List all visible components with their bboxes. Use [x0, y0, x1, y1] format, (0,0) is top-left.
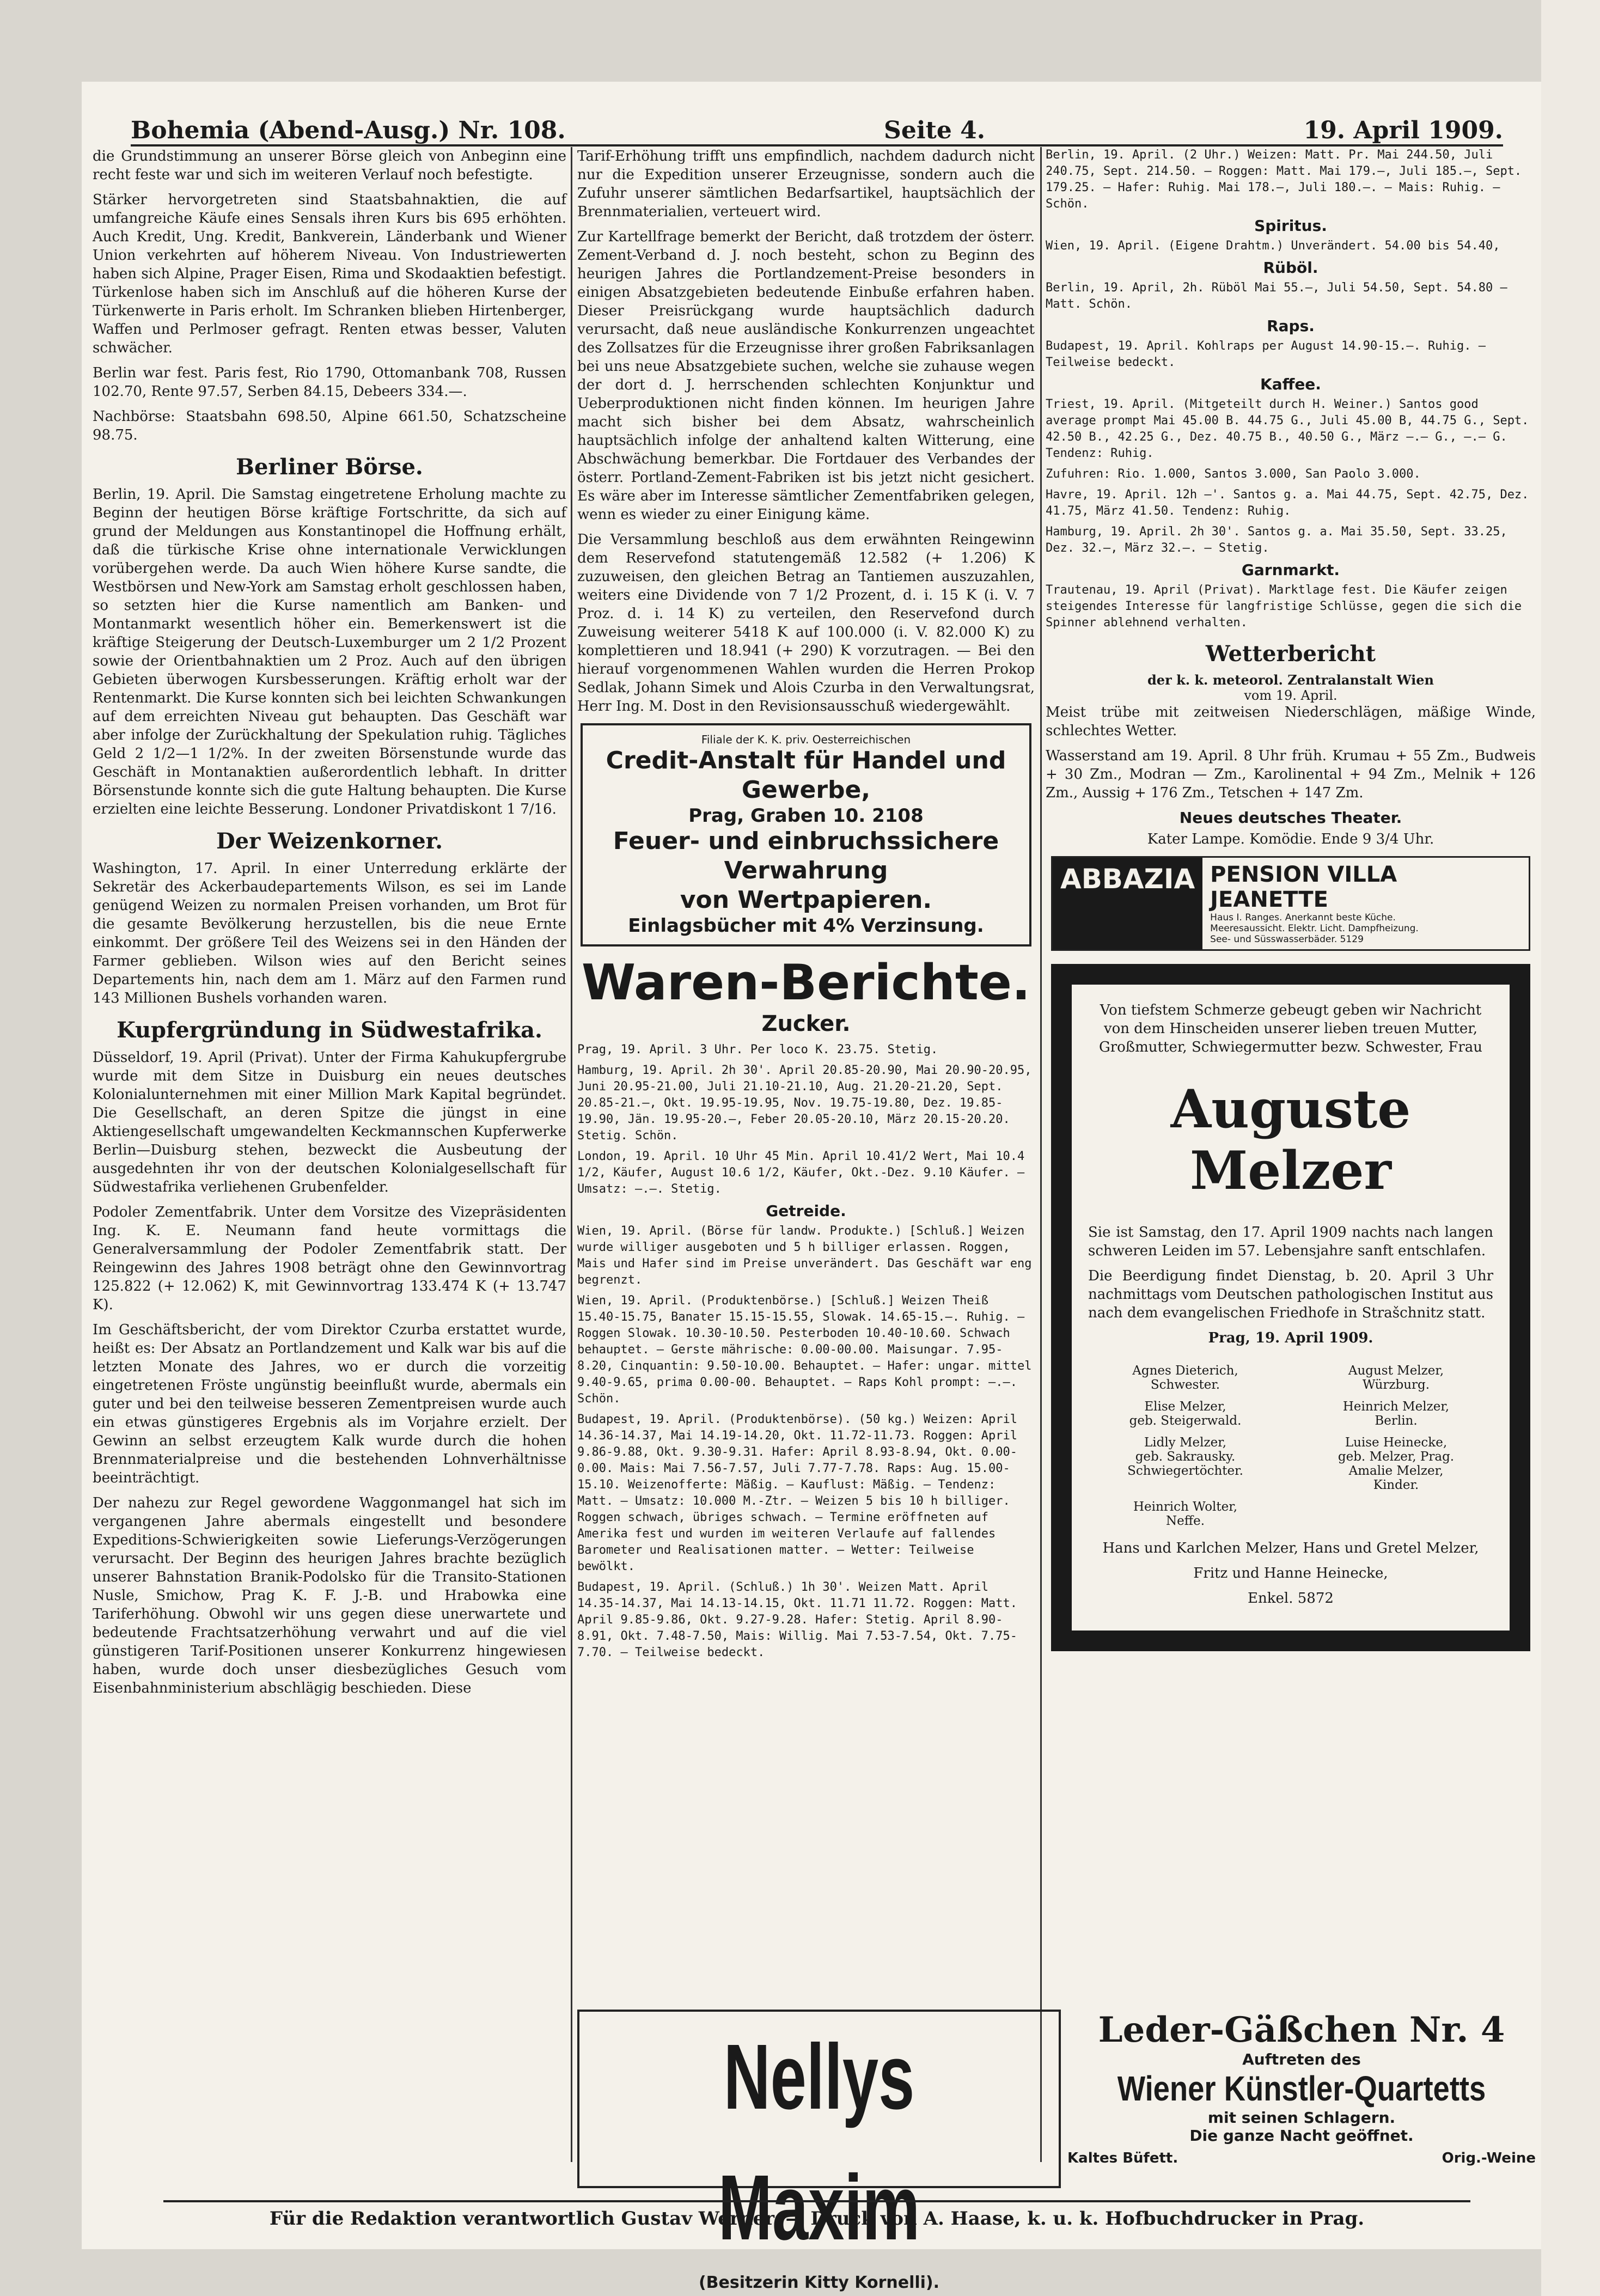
- heading-berliner-boerse: Berliner Börse.: [236, 454, 423, 480]
- getreide-title: Getreide.: [766, 1202, 846, 1220]
- article-text: Zur Kartellfrage bemerkt der Bericht, daß trotzdem der österr. Zement-Verband d. J. noch besteht, schon zu Beginn des heurigen Jahres die Portlandzement-Preise besonders in einigen Absatzgebieten bedeutende Einbuße erfahren haben. Dieser Preisrückgang wurde hauptsächlich dadurch verursacht, daß neue ausländische Konkurrenzen ungeachtet des Zollsatzes für die Erzeugnisse ihrer großen Fabriksanlagen bei uns neue Absatzgebiete suchen, welche sie zuhause wegen der dort d. J. herrschenden schlechten Konjunktur und Ueberproduktionen nicht finden können. Im heurigen Jahre macht sich bisher bei dem Absatz, wahrscheinlich hauptsächlich infolge der anhaltend kalten Witterung, eine Abschwächung bemerkbar. Die Fortdauer des Verbandes der österr. Portland-Zement-Fabriken ist bis jetzt nicht gesichert. Es wäre aber im Interesse sämtlicher Zementfabriken gelegen, wenn es wieder zu einer Einigung käme.: [577, 229, 1035, 523]
- market-report: Trautenau, 19. April (Privat). Marktlage fest. Die Käufer zeigen steigendes Interesse für langfristige Schlüsse, gegen die sich die Spinner ablehnend verhalten.: [1046, 583, 1522, 630]
- ad-address: Prag, Graben 10. 2108: [688, 805, 924, 827]
- column-2: [577, 147, 1035, 1665]
- leder-title: Leder-Gäßchen Nr. 4: [1098, 2010, 1505, 2050]
- wasserstand-text: Wasserstand am 19. April. 8 Uhr früh. Krumau + 55 Zm., Budweis + 30 Zm., Modran — Zm., Karolinental + 94 Zm., Melnik + 126 Zm., Aussig + 176 Zm., Tetschen + 147 Zm.: [1046, 748, 1536, 801]
- article-text: Im Geschäftsbericht, der vom Direktor Czurba erstattet wurde, heißt es: Der Absatz an Portlandzement und Kalk war bis auf die letzten Monate des Jahres, wo er durch die vorzeitig eingetretenen Fröste ungünstig beeinflußt wurde, abermals ein guter und bei den teilweise besseren Zementpreisen wurde auch ein etwas günstigeres Ergebnis als im Vorjahre erzielt. Der Gewinn an selbst erzeugtem Kalk wurde durch die hohen Brennmaterialpreise und die bestehenden Lohnverhältnisse beeinträchtigt.: [93, 1322, 566, 1486]
- kaffee-title: Kaffee.: [1260, 375, 1321, 393]
- garnmarkt-title: Garnmarkt.: [1241, 561, 1340, 579]
- market-report: London, 19. April. 10 Uhr 45 Min. April 10.41/2 Wert, Mai 10.4 1/2, Käufer, August 10.6 1/2, Käufer, Okt.-Dez. 9.10 Käufer. — Umsatz: —.—. Stetig.: [577, 1150, 1025, 1196]
- waren-berichte-title: Waren-Berichte.: [581, 954, 1031, 1011]
- abbazia-line: See- und Süsswasserbäder.: [1210, 934, 1338, 945]
- family-member: August Melzer, Würzburg.: [1348, 1364, 1444, 1392]
- article-text: Stärker hervorgetreten sind Staatsbahnaktien, die auf umfangreiche Käufe eines Sensals ihren Kurs bis 695 erhöhten. Auch Kredit, Ung. Kredit, Bankverein, Länderbank und Wiener Union verkehrten auf höherem Niveau. Von Industriewerten haben sich Alpine, Prager Eisen, Rima und Skodaaktien befestigt. Türkenlose haben sich im Anschluß auf die höheren Kurse der Türkenwerte in Paris erholt. Im Schranken blieben Hirtenberger, Waffen und Perlmoser gefragt. Renten etwas besser, Valuten schwächer.: [93, 192, 566, 356]
- market-report: Triest, 19. April. (Mitgeteilt durch H. Weiner.) Santos good average prompt Mai 45.00 B. 44.75 G., Juli 45.00 B, 44.75 G., Sept. 42.50 B., 42.25 G., Dez. 40.75 B., 40.50 G., März —.— G., —.— G. Tendenz: Ruhig.: [1046, 398, 1529, 460]
- leder-gaesschen-ad: [1067, 2010, 1536, 2184]
- leder-quartett: Wiener Künstler-Quartetts: [1117, 2069, 1486, 2108]
- leder-right: Orig.-Weine: [1442, 2150, 1536, 2166]
- family-member: Heinrich Wolter, Neffe.: [1133, 1500, 1238, 1528]
- newspaper-page: [82, 82, 1541, 2292]
- leder-left: Kaltes Büfett.: [1067, 2150, 1178, 2166]
- article-text: die Grundstimmung an unserer Börse gleich von Anbeginn eine recht feste war und sich im weiteren Verlauf noch befestigte.: [93, 148, 566, 183]
- market-report: Havre, 19. April. 12h —'. Santos g. a. Mai 44.75, Sept. 42.75, Dez. 41.75, März 41.50. Tendenz: Ruhig.: [1046, 488, 1529, 518]
- market-report: Wien, 19. April. (Börse für landw. Produkte.) [Schluß.] Weizen wurde williger ausgeboten und 5 h billiger erlassen. Roggen, Mais und Hafer sind im Preise unverändert. Das Geschäft war eng begrenzt.: [577, 1224, 1032, 1287]
- masthead: [131, 101, 1503, 146]
- ad-tel: 2108: [872, 805, 924, 827]
- market-report: Prag, 19. April. 3 Uhr. Per loco K. 23.75. Stetig.: [577, 1043, 938, 1057]
- market-report: Zufuhren: Rio. 1.000, Santos 3.000, San Paolo 3.000.: [1046, 467, 1421, 481]
- column-rule: [1040, 147, 1042, 2162]
- rueboel-title: Rüböl.: [1263, 259, 1318, 277]
- obituary-name: Auguste Melzer: [1170, 1078, 1411, 1201]
- article-text: Der nahezu zur Regel gewordene Waggonmangel hat sich im vergangenen Jahre abermals eingestellt und besondere Expeditions-Schwierigkeiten sowie Lieferungs-Verzögerungen verursacht. Der Beginn des heurigen Jahres brachte bezüglich unserer Bahnstation Branik-Podolsko für die Transito-Stationen Nusle, Smichow, Prag K. F. J.-B. und Hrabowka eine Tariferhöhung. Obwohl wir uns gegen diese unerwartete und bedeutende Frachtsatzerhöhung verwahrt und auf die viel günstigeren Tarif-Positionen unserer Konkurrenz hingewiesen haben, wurde doch unser diesbezügliches Gesuch vom Eisenbahnministerium abschlägig beschieden. Diese: [93, 1495, 566, 1696]
- obituary-num: 5872: [1297, 1590, 1334, 1607]
- market-report: Wien, 19. April. (Produktenbörse.) [Schluß.] Weizen Theiß 15.40-15.75, Banater 15.15-15.55, Slowak. 14.65-15.—. Ruhig. — Roggen Slowak. 10.30-10.50. Pesterboden 10.40-10.60. Schwach behauptet. — Gerste mährische: 0.00-00.00. Maisungar. 7.95-8.20, Cinquantin: 9.50-10.00. Behauptet. — Hafer: ungar. mittel 9.40-9.65, prima 0.00-00. Behauptet. — Raps Kohl prompt: —.—. Schön.: [577, 1294, 1032, 1406]
- heading-kupfergruendung: Kupfergründung in Südwestafrika.: [117, 1017, 542, 1043]
- market-report: Hamburg, 19. April. 2h 30'. Santos g. a. Mai 35.50, Sept. 33.25, Dez. 32.—, März 32.—. — Stetig.: [1046, 525, 1507, 555]
- masthead-left: Bohemia (Abend-Ausg.) Nr. 108.: [131, 117, 566, 144]
- raps-title: Raps.: [1267, 317, 1315, 335]
- market-report: Budapest, 19. April. (Produktenbörse). (50 kg.) Weizen: April 14.36-14.37, Mai 14.19-14.20, Okt. 11.72-11.73. Roggen: April 9.86-9.88, Okt. 9.30-9.31. Hafer: April 8.93-8.94, Okt. 0.00-0.00. Mais: Mai 7.56-7.57, Juli 7.77-7.78. Raps: Aug. 15.00-15.10. Weizenofferte: Mäßig. — Kauflust: Mäßig. — Tendenz: Matt. — Umsatz: 10.000 M.-Ztr. — Weizen 5 bis 10 h billiger. Roggen schwach, übriges schwach. — Termine eröffneten auf Amerika fest und wurden im weiteren Verlaufe auf fallendes Barometer und Realisationen matter. — Wetter: Teilweise bewölkt.: [577, 1413, 1017, 1573]
- obituary-text: Sie ist Samstag, den 17. April 1909 nachts nach langen schweren Leiden im 57. Lebensjahre sanft entschlafen.: [1088, 1224, 1493, 1259]
- theater-title: Neues deutsches Theater.: [1179, 809, 1402, 827]
- leder-line: Die ganze Nacht geöffnet.: [1189, 2127, 1414, 2145]
- ad-line: Einlagsbücher mit 4% Verzinsung.: [628, 915, 984, 937]
- family-member: Elise Melzer, geb. Steigerwald.: [1129, 1400, 1242, 1428]
- obituary-foot: Fritz und Hanne Heinecke,: [1193, 1565, 1388, 1581]
- abbazia-line: Haus I. Ranges. Anerkannt beste Küche.: [1210, 912, 1396, 923]
- market-report: Berlin, 19. April. (2 Uhr.) Weizen: Matt. Pr. Mai 244.50, Juli 240.75, Sept. 214.50. — Roggen: Matt. Mai 179.—, Juli 185.—, Sept. 179.25. — Hafer: Ruhig. Mai 178.—, Juli 180.—. — Mais: Ruhig. — Schön.: [1046, 148, 1522, 211]
- article-text: Düsseldorf, 19. April (Privat). Unter der Firma Kahukupfergrube wurde mit dem Sitze in Duisburg ein neues deutsches Kolonialunternehmen mit einer Million Mark Kapital begründet. Die Gesellschaft, an deren Spitze die jüngst in eine Aktiengesellschaft umgewandelten Keckmannschen Kupferwerke Berlin—Duisburg stehen, bezweckt die Ausbeutung der ausgedehnten ihr von der deutschen Kolonialgesellschaft für Südwestafrika verliehenen Grubenfelder.: [93, 1049, 566, 1195]
- zucker-title: Zucker.: [761, 1011, 851, 1036]
- market-report: Budapest, 19. April. (Schluß.) 1h 30'. Weizen Matt. April 14.35-14.37, Mai 14.13-14.15, Okt. 11.71 11.72. Roggen: Matt. April 9.85-9.86, Okt. 9.27-9.28. Hafer: Stetig. April 8.90-8.91, Okt. 7.48-7.50, Mais: Willig. Mai 7.53-7.54, Okt. 7.75-7.70. — Teilweise bedeckt.: [577, 1580, 1017, 1659]
- obituary-text: Die Beerdigung findet Dienstag, b. 20. April 3 Uhr nachmittags vom Deutschen pathologischen Institut aus nach dem evangelischen Friedhofe in Strašchnitz statt.: [1088, 1268, 1493, 1321]
- ad-line: Filiale der K. K. priv. Oesterreichischen: [701, 733, 911, 746]
- family-member: Heinrich Melzer, Berlin.: [1342, 1400, 1450, 1428]
- obituary-place: Prag, 19. April 1909.: [1208, 1330, 1373, 1346]
- nellys-maxim-ad: [577, 2010, 1061, 2292]
- obituary-notice: [1051, 964, 1530, 1651]
- abbazia-num: 5129: [1340, 934, 1364, 945]
- ad-line: von Wertpapieren.: [680, 886, 932, 914]
- ad-line: Feuer- und einbruchssichere Verwahrung: [613, 827, 999, 884]
- market-report: Hamburg, 19. April. 2h 30'. April 20.85-20.90, Mai 20.90-20.95, Juni 20.95-21.00, Juli 21.10-21.10, Aug. 21.20-21.20, Sept. 20.85-21.—, Okt. 19.95-19.95, Nov. 19.75-19.80, Dez. 19.85-19.90, Jän. 19.95-20.—, Feber 20.05-20.10, März 20.15-20.20. Stetig. Schön.: [577, 1064, 1032, 1143]
- wetter-date: vom 19. April.: [1244, 688, 1338, 703]
- abbazia-line: Meeresaussicht. Elektr. Licht. Dampfheizung.: [1210, 923, 1419, 934]
- article-text: Washington, 17. April. In einer Unterredung erklärte der Sekretär des Ackerbaudepartements Wilson, es sei im Lande genügend Weizen zu normalen Preisen vorhanden, um Brot für die gesamte Bevölkerung herzustellen, bis die neue Ernte einkommt. Der größere Teil des Weizens sei in den Händen der Farmer geblieben. Wilson wies auf den Bericht seines Departements hin, nach dem am 1. März auf den Farmen rund 143 Millionen Bushels vorhanden waren.: [93, 860, 566, 1006]
- column-1: [93, 147, 566, 1704]
- obituary-family: [1088, 1364, 1493, 1528]
- obituary-foot: Hans und Karlchen Melzer, Hans und Gretel Melzer,: [1102, 1540, 1479, 1556]
- market-report: Berlin, 19. April, 2h. Rüböl Mai 55.—, Juli 54.50, Sept. 54.80 — Matt. Schön.: [1046, 281, 1507, 311]
- abbazia-ad: [1051, 856, 1530, 951]
- market-report: Budapest, 19. April. Kohlraps per August 14.90-15.—. Ruhig. — Teilweise bedeckt.: [1046, 339, 1486, 369]
- market-report: Wien, 19. April. (Eigene Drahtm.) Unverändert. 54.00 bis 54.40,: [1046, 239, 1500, 253]
- article-text: Nachbörse: Staatsbahn 698.50, Alpine 661.50, Schatzscheine 98.75.: [93, 408, 566, 443]
- abbazia-label: ABBAZIA: [1053, 858, 1202, 949]
- nellys-owner: (Besitzerin Kitty Kornelli).: [698, 2273, 940, 2292]
- masthead-page: Seite 4.: [884, 117, 986, 144]
- nellys-title: Nellys Maxim: [718, 2025, 920, 2260]
- column-3: [1046, 147, 1536, 1664]
- leder-line: Auftreten des: [1242, 2050, 1361, 2068]
- ad-line: Credit-Anstalt für Handel und Gewerbe,: [606, 747, 1006, 804]
- imprint-footer: Für die Redaktion verantwortlich Gustav Werner. — Druck von A. Haase, k. u. k. Hofbuchdrucker in Prag.: [163, 2200, 1470, 2230]
- credit-anstalt-ad: [581, 723, 1031, 947]
- family-member: Agnes Dieterich, Schwester.: [1132, 1364, 1238, 1392]
- heading-weizenkorner: Der Weizenkorner.: [216, 828, 443, 854]
- spiritus-title: Spiritus.: [1254, 217, 1327, 235]
- article-text: Podoler Zementfabrik. Unter dem Vorsitze des Vizepräsidenten Ing. K. E. Neumann fand heute vormittags die Generalversammlung der Podoler Zementfabrik statt. Der Reingewinn des Jahres 1908 beträgt ohne den Gewinnvortrag 125.822 (+ 12.062) K, mit Gewinnvortrag 133.474 K (+ 13.747 K).: [93, 1204, 566, 1313]
- article-text: Tarif-Erhöhung trifft uns empfindlich, nachdem dadurch nicht nur die Expedition unserer Erzeugnisse, sondern auch die Zufuhr unserer sämtlichen Bedarfsartikel, hauptsächlich der Brennmaterialien, verteuert wird.: [577, 148, 1035, 220]
- theater-text: Kater Lampe. Komödie. Ende 9 3/4 Uhr.: [1147, 831, 1434, 847]
- obituary-intro: Von tiefstem Schmerze gebeugt geben wir Nachricht von dem Hinscheiden unserer lieben treuen Mutter, Großmutter, Schwiegermutter bezw. Schwester, Frau: [1098, 1002, 1483, 1055]
- family-member: Luise Heinecke, geb. Melzer, Prag. Amalie Melzer, Kinder.: [1338, 1436, 1455, 1492]
- masthead-date: 19. April 1909.: [1303, 117, 1503, 144]
- wetterbericht-title: Wetterbericht: [1205, 641, 1376, 667]
- article-text: Berlin, 19. April. Die Samstag eingetretene Erholung machte zu Beginn der heutigen Börse kräftige Fortschritte, da sich auf grund der Meldungen aus Konstantinopel die Hoffnung erhält, daß die türkische Krise ohne internationale Verwicklungen vorübergehen werde. Da auch Wien höhere Kurse sandte, die Westbörsen und New-York am Samstag erholt geschlossen haben, so setzten hier die Kurse namentlich am Banken- und Montanmarkt wesentlich höher ein. Bemerkenswert ist die kräftige Steigerung der Deutsch-Luxemburger um 2 1/2 Prozent sowie der Orientbahnaktien um 2 Proz. Auch auf den übrigen Gebieten überwogen Kursbesserungen. Kräftig erholt war der Rentenmarkt. Die Kurse konnten sich bei leichten Schwankungen auf dem erreichten Niveau gut behaupten. Das Geschäft war aber infolge der Zurückhaltung der Spekulation ruhig. Tägliches Geld 2 1/2—1 1/2%. In der zweiten Börsenstunde wurde das Geschäft in Montanaktien außerordentlich lebhaft. In dritter Börsenstunde konnte sich die gute Haltung behaupten. Die Kurse erzielten eine leichte Besserung. Londoner Privatdiskont 1 7/16.: [93, 486, 566, 817]
- weather-text: Meist trübe mit zeitweisen Niederschlägen, mäßige Winde, schlechtes Wetter.: [1046, 704, 1536, 739]
- obituary-foot: Enkel. 5872: [1248, 1590, 1334, 1607]
- scan-margin: [1541, 0, 1600, 2296]
- article-text: Berlin war fest. Paris fest, Rio 1790, Ottomanbank 708, Russen 102.70, Rente 97.57, Serben 84.15, Debeers 334.—.: [93, 365, 566, 400]
- abbazia-title: PENSION VILLA JEANETTE: [1210, 862, 1397, 912]
- leder-line: mit seinen Schlagern.: [1207, 2109, 1396, 2127]
- article-text: Die Versammlung beschloß aus dem erwähnten Reingewinn dem Reservefond statutengemäß 12.582 (+ 1.206) K zuzuweisen, den gleichen Betrag an Tantiemen auszuzahlen, weiters eine Dividende von 7 1/2 Prozent, d. i. 15 K (i. V. 7 Proz. d. i. 14 K) zu verteilen, den Reservefond durch Zuweisung weiterer 5418 K auf 100.000 (i. V. 82.000 K) zu komplettieren und 18.941 (+ 290) K vorzutragen. — Bei den hierauf vorgenommenen Wahlen wurden die Herren Prokop Sedlak, Johann Simek und Alois Czurba in den Verwaltungsrat, Herr Ing. M. Dost in den Revisionsausschuß wiedergewählt.: [577, 532, 1035, 715]
- column-rule: [571, 147, 572, 2162]
- wetter-sub: der k. k. meteorol. Zentralanstalt Wien: [1147, 672, 1434, 688]
- family-member: Lidly Melzer, geb. Sakrausky. Schwiegertöchter.: [1127, 1436, 1243, 1478]
